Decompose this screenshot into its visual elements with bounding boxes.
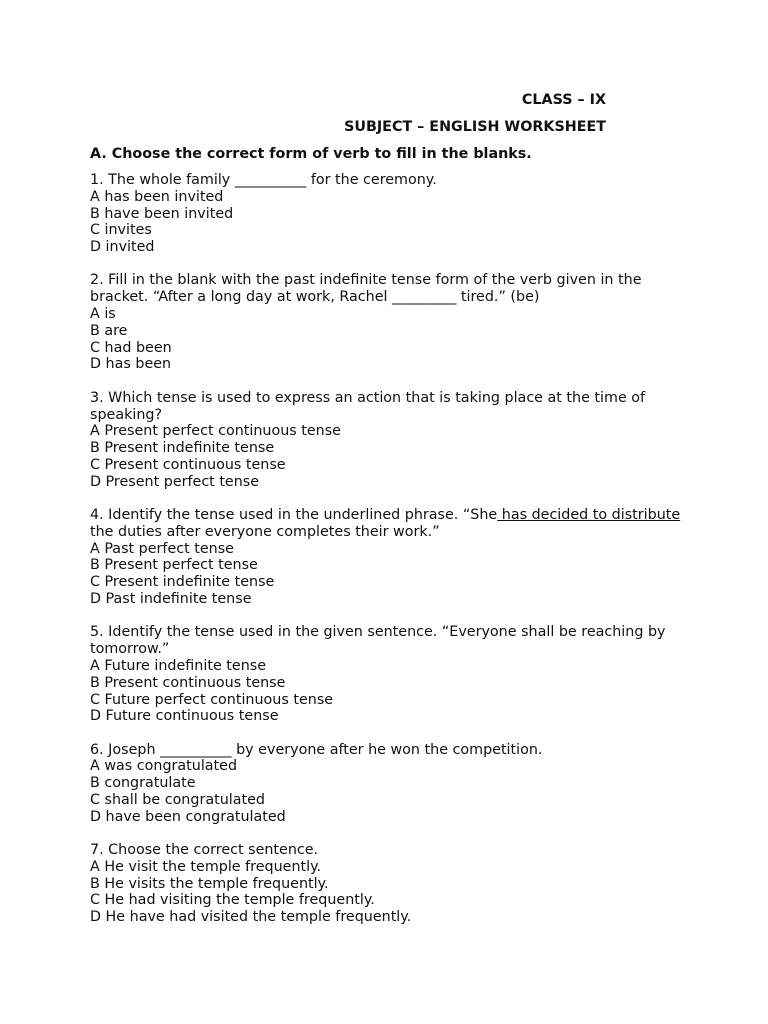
question-7-text: 7. Choose the correct sentence. xyxy=(90,842,319,859)
question-7-option-a: A He visit the temple frequently. xyxy=(90,858,322,875)
question-1-option-c: C invites xyxy=(90,222,152,239)
question-7-option-d: D He have had visited the temple frequently. xyxy=(90,909,412,926)
question-4-text xyxy=(90,507,690,541)
question-4-option-c: C Present indefinite tense xyxy=(90,574,275,591)
question-4-text-after: the duties after everyone completes their work.” xyxy=(90,523,440,540)
question-6-option-b: B congratulate xyxy=(90,775,196,792)
question-2-option-a: A is xyxy=(90,306,116,323)
question-6-text: 6. Joseph __________ by everyone after he won the competition. xyxy=(90,741,543,758)
question-2-option-c: C had been xyxy=(90,339,172,356)
question-6-option-d: D have been congratulated xyxy=(90,808,286,825)
question-3 xyxy=(90,390,690,491)
question-4-option-b: B Present perfect tense xyxy=(90,557,258,574)
question-4-option-a: A Past perfect tense xyxy=(90,540,234,557)
subject-heading: SUBJECT – ENGLISH WORKSHEET xyxy=(344,119,606,135)
question-4-text-before: 4. Identify the tense used in the underlined phrase. “She xyxy=(90,507,498,524)
question-3-option-b: B Present indefinite tense xyxy=(90,440,275,457)
question-1-option-a: A has been invited xyxy=(90,188,224,205)
question-6 xyxy=(90,742,690,826)
question-5-option-d: D Future continuous tense xyxy=(90,708,279,725)
question-3-text: 3. Which tense is used to express an action that is taking place at the time of speaking? xyxy=(90,389,646,423)
question-5 xyxy=(90,624,690,725)
question-1-option-b: B have been invited xyxy=(90,205,234,222)
question-5-text: 5. Identify the tense used in the given sentence. “Everyone shall be reaching by tomorrow.” xyxy=(90,624,666,658)
question-3-option-a: A Present perfect continuous tense xyxy=(90,423,341,440)
class-heading: CLASS – IX xyxy=(521,92,606,108)
question-5-option-b: B Present continuous tense xyxy=(90,674,286,691)
question-3-option-c: C Present continuous tense xyxy=(90,456,286,473)
question-5-option-a: A Future indefinite tense xyxy=(90,657,266,674)
question-4 xyxy=(90,507,690,608)
section-a-title: A. Choose the correct form of verb to fill in the blanks. xyxy=(90,146,532,162)
question-6-option-c: C shall be congratulated xyxy=(90,792,265,808)
underlined-phrase: has decided to distribute xyxy=(497,507,681,524)
question-6-option-a: A was congratulated xyxy=(90,758,238,775)
question-7-option-c: C He had visiting the temple frequently. xyxy=(90,892,375,909)
question-1-text: 1. The whole family __________ for the ceremony. xyxy=(90,172,437,188)
question-2-text: 2. Fill in the blank with the past indefinite tense form of the verb given in the bracket. “After a long day at work, Rachel _________ tired.” (be) xyxy=(90,272,642,306)
question-1-option-d: D invited xyxy=(90,239,155,256)
question-2 xyxy=(90,272,690,373)
question-7 xyxy=(90,842,690,926)
worksheet-page xyxy=(90,91,690,943)
question-2-option-d: D has been xyxy=(90,356,172,373)
question-5-option-c: C Future perfect continuous tense xyxy=(90,691,334,708)
question-1 xyxy=(90,172,690,256)
question-3-option-d: D Present perfect tense xyxy=(90,473,260,490)
question-2-option-b: B are xyxy=(90,322,128,339)
question-4-option-d: D Past indefinite tense xyxy=(90,591,252,608)
question-7-option-b: B He visits the temple frequently. xyxy=(90,875,329,892)
